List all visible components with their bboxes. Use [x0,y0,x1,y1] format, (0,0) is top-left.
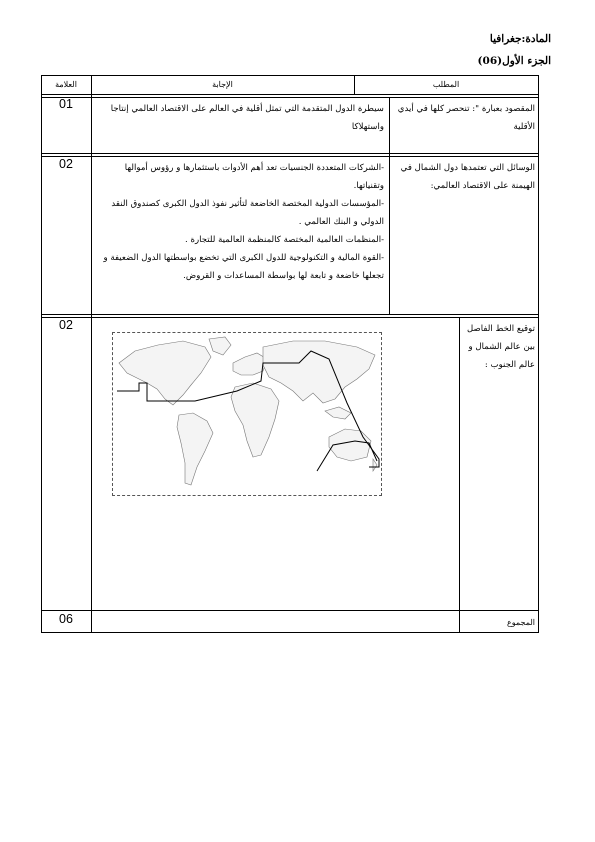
answer-line: -الشركات المتعددة الجنسيات تعد أهم الأدوات باستثمارها و رؤوس أموالها [124,163,384,173]
africa-shape [231,383,279,457]
header-answer: الإجابة [212,80,233,89]
total-score: 06 [59,612,73,626]
answer-line: -المؤسسات الدولية المختصة الخاضعة لتأثير نفوذ الدول الكبرى كصندوق النقد [111,199,384,209]
header-score: العلامة [55,80,77,89]
row1-answer [96,100,384,136]
table-border-left [41,75,42,633]
row3-question: توقيع الخط الفاصل بين عالم الشمال و عالم الجنوب : [466,324,535,370]
answer-line: سيطرة الدول المتقدمة التي تمثل أقلية في العالم على الاقتصاد العالمي إنتاجا [110,104,384,114]
south-america-shape [177,413,213,485]
table-column-divider [91,75,92,633]
indonesia-shape [325,407,351,419]
table-column-divider [389,97,390,314]
header-question: المطلب [432,80,460,89]
answer-line: -القوة المالية و التكنولوجية للدول الكبرى التي تخضع بواسطتها الدول الضعيفة و [103,253,384,263]
table-divider [41,314,539,315]
subject-title: المادة:جغرافيا [489,33,551,45]
total-label: المجموع [507,618,535,627]
table-border-right [538,75,539,633]
world-map-drawing [113,333,381,495]
answer-line: الدولي و البنك العالمي . [298,217,384,227]
asia-shape [263,341,375,403]
table-column-divider [459,317,460,633]
table-divider [41,153,539,154]
part-title: الجزء الأول(06) [477,55,551,67]
answer-line: -المنظمات العالمية المختصة كالمنظمة العالمية للتجارة . [185,235,384,245]
greenland-shape [209,337,231,355]
row1-score: 01 [59,97,73,111]
row2-question: الوسائل التي تعتمدها دول الشمال في الهيمنة على الاقتصاد العالمي: [400,163,535,191]
north-america-shape [119,341,211,405]
table-border-bottom [41,632,539,633]
row3-score: 02 [59,318,73,332]
row2-answer [96,159,384,285]
table-divider [41,94,539,95]
answer-line: واستهلاكا [351,122,384,132]
answer-line: وتقنياتها. [353,181,384,191]
table-divider [41,97,539,98]
row1-question: المقصود بعبارة ": تنحصر كلها في أيدي الأقلية [397,104,535,132]
table-divider [41,317,539,318]
table-divider [41,156,539,157]
table-divider [41,610,539,611]
answer-line: تجعلها خاضعة و تابعة لها بواسطة المساعدات و القروض. [183,271,384,281]
table-border-top [41,75,539,76]
world-map [112,332,382,496]
row2-score: 02 [59,157,73,171]
